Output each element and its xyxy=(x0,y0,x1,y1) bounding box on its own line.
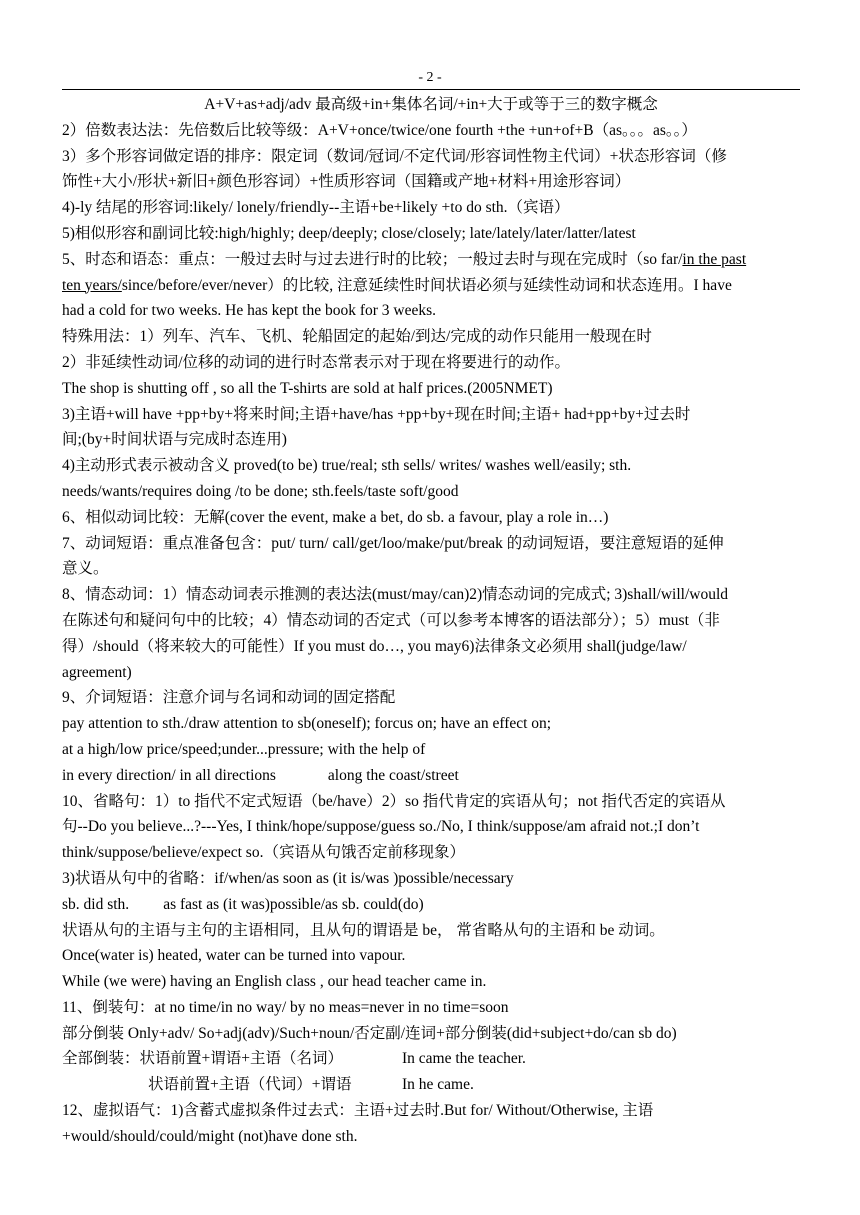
text-line: 5)相似形容和副词比较:high/highly; deep/deeply; close/closely; late/lately/later/latter/latest xyxy=(62,224,636,242)
underlined-text: in the past xyxy=(682,250,747,268)
text-line xyxy=(62,273,800,299)
text-line: 状语从句的主语与主句的主语相同，且从句的谓语是 be， 常省略从句的主语和 be 动词。 xyxy=(62,921,665,939)
underlined-text: ten years/ xyxy=(62,276,122,294)
text-line: 特殊用法：1）列车、汽车、飞机、轮船固定的起始/到达/完成的动作只能用一般现在时 xyxy=(62,328,652,346)
text-line: at a high/low price/speed;under...pressure; with the help of xyxy=(62,740,426,758)
text-line: agreement) xyxy=(62,663,132,681)
text-segment: In came the teacher. xyxy=(402,1050,526,1068)
text-segment: sb. did sth. xyxy=(62,895,130,913)
header-rule xyxy=(62,89,800,90)
text-line: +would/should/could/might (not)have done sth. xyxy=(62,1127,358,1145)
text-segment: since/before/ever/never）的比较, 注意延续性时间状语必须与延续性动词和状态连用。I have xyxy=(121,276,732,294)
text-segment: 5、时态和语态：重点：一般过去时与过去进行时的比较；一般过去时与现在完成时（so far/ xyxy=(62,250,683,268)
text-line: think/suppose/believe/expect so.（宾语从句饿否定前移现象） xyxy=(62,844,465,862)
text-line: 9、介词短语：注意介词与名词和动词的固定搭配 xyxy=(62,689,396,707)
text-line: 3）多个形容词做定语的排序：限定词（数词/冠词/不定代词/形容词性物主代词）+状态形容词（修 xyxy=(62,147,727,165)
text-segment: In he came. xyxy=(402,1076,474,1094)
text-line xyxy=(62,1046,800,1072)
text-line: 4)-ly 结尾的形容词:likely/ lonely/friendly--主语+be+likely +to do sth.（宾语） xyxy=(62,199,570,217)
text-line: 饰性+大小/形状+新旧+颜色形容词）+性质形容词（国籍或产地+材料+用途形容词） xyxy=(62,173,631,191)
text-segment: as fast as (it was)possible/as sb. could(do) xyxy=(163,895,424,913)
text-line: 3)主语+will have +pp+by+将来时间;主语+have/has +pp+by+现在时间;主语+ had+pp+by+过去时 xyxy=(62,405,691,423)
text-segment: along the coast/street xyxy=(327,766,459,784)
text-line: 句--Do you believe...?---Yes, I think/hope/suppose/guess so./No, I think/suppose/am afraid not.;I don’t xyxy=(62,818,700,836)
text-line: Once(water is) heated, water can be turned into vapour. xyxy=(62,947,406,965)
text-line: 意义。 xyxy=(62,560,109,578)
text-line xyxy=(62,247,800,273)
text-segment: 状语前置+主语（代词）+谓语 xyxy=(148,1076,352,1094)
text-line: The shop is shutting off , so all the T-shirts are sold at half prices.(2005NMET) xyxy=(62,379,553,397)
text-line: 6、相似动词比较：无解(cover the event, make a bet, do sb. a favour, play a role in…) xyxy=(62,508,609,526)
text-line: pay attention to sth./draw attention to sb(oneself); forcus on; have an effect on; xyxy=(62,715,552,733)
text-line: 在陈述句和疑问句中的比较；4）情态动词的否定式（可以参考本博客的语法部分）；5）must（非 xyxy=(62,611,720,629)
text-line: 4)主动形式表示被动含义 proved(to be) true/real; sth sells/ writes/ washes well/easily; sth. xyxy=(62,457,632,475)
text-line xyxy=(62,763,800,789)
text-line: 2）倍数表达法：先倍数后比较等级：A+V+once/twice/one fourth +the +un+of+B（as。。。as。。） xyxy=(62,121,697,139)
text-line: A+V+as+adj/adv 最高级+in+集体名词/+in+大于或等于三的数字概念 xyxy=(204,96,658,113)
text-segment: in every direction/ in all directions xyxy=(62,766,276,784)
text-segment: 全部倒装：状语前置+谓语+主语（名词） xyxy=(62,1050,343,1068)
text-line: 12、虚拟语气：1)含蓄式虚拟条件过去式：主语+过去时.But for/ Without/Otherwise, 主语 xyxy=(62,1102,654,1120)
page-number: - 2 - xyxy=(418,70,442,85)
text-line xyxy=(62,892,800,918)
text-line: 10、省略句：1）to 指代不定式短语（be/have）2）so 指代肯定的宾语从句；not 指代否定的宾语从 xyxy=(62,792,726,810)
text-line xyxy=(62,1072,800,1098)
text-line: While (we were) having an English class , our head teacher came in. xyxy=(62,973,487,991)
text-line: 部分倒装 Only+adv/ So+adj(adv)/Such+noun/否定副/连词+部分倒装(did+subject+do/can sb do) xyxy=(62,1024,677,1042)
text-line: 间;(by+时间状语与完成时态连用) xyxy=(62,431,287,449)
text-line: 3)状语从句中的省略：if/when/as soon as (it is/was )possible/necessary xyxy=(62,869,514,887)
text-line: 11、倒装句：at no time/in no way/ by no meas=never in no time=soon xyxy=(62,998,509,1016)
text-line: needs/wants/requires doing /to be done; sth.feels/taste soft/good xyxy=(62,482,459,500)
text-line: 2）非延续性动词/位移的动词的进行时态常表示对于现在将要进行的动作。 xyxy=(62,353,571,371)
document-body xyxy=(62,92,800,1150)
text-line: had a cold for two weeks. He has kept the book for 3 weeks. xyxy=(62,302,437,320)
text-line: 7、动词短语：重点准备包含：put/ turn/ call/get/loo/make/put/break 的动词短语，要注意短语的延伸 xyxy=(62,534,724,552)
text-line: 8、情态动词：1）情态动词表示推测的表达法(must/may/can)2)情态动词的完成式; 3)shall/will/would xyxy=(62,586,729,604)
text-line: 得）/should（将来较大的可能性）If you must do…, you may6)法律条文必须用 shall(judge/law/ xyxy=(62,637,687,655)
